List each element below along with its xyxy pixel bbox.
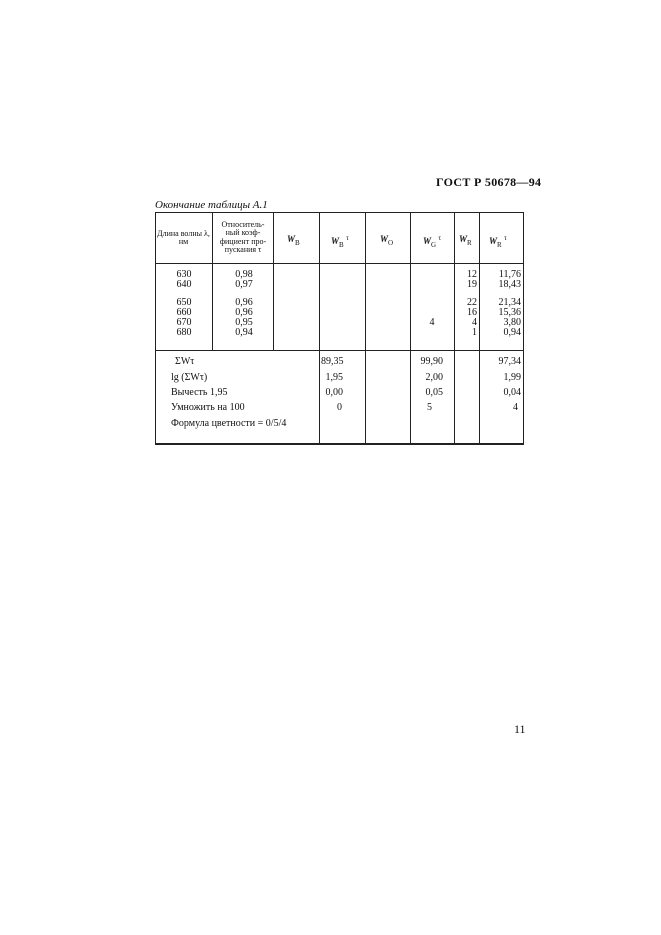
- wb-tau-value: 0,00: [325, 387, 343, 398]
- wr-value: 16: [467, 307, 477, 318]
- col-rule-8: [479, 212, 480, 444]
- table-bottom-rule: [155, 443, 524, 445]
- wr-value: 12: [467, 269, 477, 280]
- wr-value: 19: [467, 279, 477, 290]
- document-header: ГОСТ Р 50678—94: [436, 175, 542, 189]
- summary-label: Умножить на 100: [171, 402, 245, 413]
- wg-tau-value: 5: [427, 402, 432, 413]
- header-wr: $W_R$: [459, 234, 472, 247]
- wr-tau-value: 3,80: [503, 317, 521, 328]
- transmittance-value: 0,94: [235, 327, 253, 338]
- col-rule-6: [410, 212, 411, 444]
- wavelength-value: 640: [176, 279, 192, 290]
- summary-label: lg (ΣWτ): [171, 372, 208, 383]
- transmittance-value: 0,98: [235, 269, 253, 280]
- header-wo: $W_O$: [380, 234, 394, 247]
- wb-tau-value: 1,95: [325, 372, 343, 383]
- wr-tau-value: 0,94: [503, 327, 521, 338]
- col-rule-1: [155, 212, 156, 444]
- wr-tau-value: 1,99: [503, 372, 521, 383]
- col-rule-4: [319, 212, 320, 444]
- wr-tau-value: 11,76: [498, 269, 521, 280]
- wavelength-value: 650: [176, 297, 192, 308]
- wr-value: 4: [472, 317, 477, 328]
- wavelength-value: 680: [176, 327, 192, 338]
- wr-tau-value: 21,34: [498, 297, 521, 308]
- wavelength-value: 630: [176, 269, 192, 280]
- header-wr-tau: $W_R$ $^\tau$: [489, 234, 507, 249]
- wb-tau-value: 0: [337, 402, 342, 413]
- wg-tau-value: 99,90: [420, 356, 443, 367]
- data-table: [155, 212, 524, 444]
- table-caption: Окончание таблицы А.1: [155, 199, 268, 211]
- header-wg-tau: $W_G$ $^\tau$: [423, 234, 442, 249]
- transmittance-value: 0,97: [235, 279, 253, 290]
- col-rule-3: [273, 212, 274, 350]
- chromaticity-formula: Формула цветности = 0/5/4: [171, 418, 287, 429]
- wr-tau-value: 18,43: [498, 279, 521, 290]
- wg-tau-value: 2,00: [425, 372, 443, 383]
- section-rule: [155, 350, 524, 351]
- summary-label: ΣWτ: [175, 356, 195, 367]
- wr-tau-value: 0,04: [503, 387, 521, 398]
- header-wb-tau: $W_B$ $^\tau$: [331, 234, 349, 249]
- header-bottom-rule: [155, 263, 524, 264]
- transmittance-value: 0,96: [235, 297, 253, 308]
- wavelength-value: 670: [176, 317, 192, 328]
- wb-tau-value: 89,35: [321, 356, 344, 367]
- summary-label: Вычесть 1,95: [171, 387, 228, 398]
- wr-tau-value: 4: [513, 402, 518, 413]
- wavelength-value: 660: [176, 307, 192, 318]
- wr-value: 1: [472, 327, 477, 338]
- transmittance-value: 0,96: [235, 307, 253, 318]
- transmittance-value: 0,95: [235, 317, 253, 328]
- col-rule-5: [365, 212, 366, 444]
- wg-tau-value: 4: [429, 317, 435, 328]
- wr-tau-value: 97,34: [498, 356, 521, 367]
- wg-tau-value: 0,05: [425, 387, 443, 398]
- table-top-rule: [155, 212, 524, 213]
- col-rule-2: [212, 212, 213, 350]
- header-transmittance: Относитель-ный коэф-фициент про-пускания τ: [219, 220, 267, 255]
- header-wb: $W_B$: [287, 234, 300, 247]
- page-number: 11: [514, 722, 526, 736]
- col-rule-9: [523, 212, 524, 444]
- wr-value: 22: [467, 297, 477, 308]
- wr-tau-value: 15,36: [498, 307, 521, 318]
- header-wavelength: Длина волны λ, нм: [157, 229, 210, 247]
